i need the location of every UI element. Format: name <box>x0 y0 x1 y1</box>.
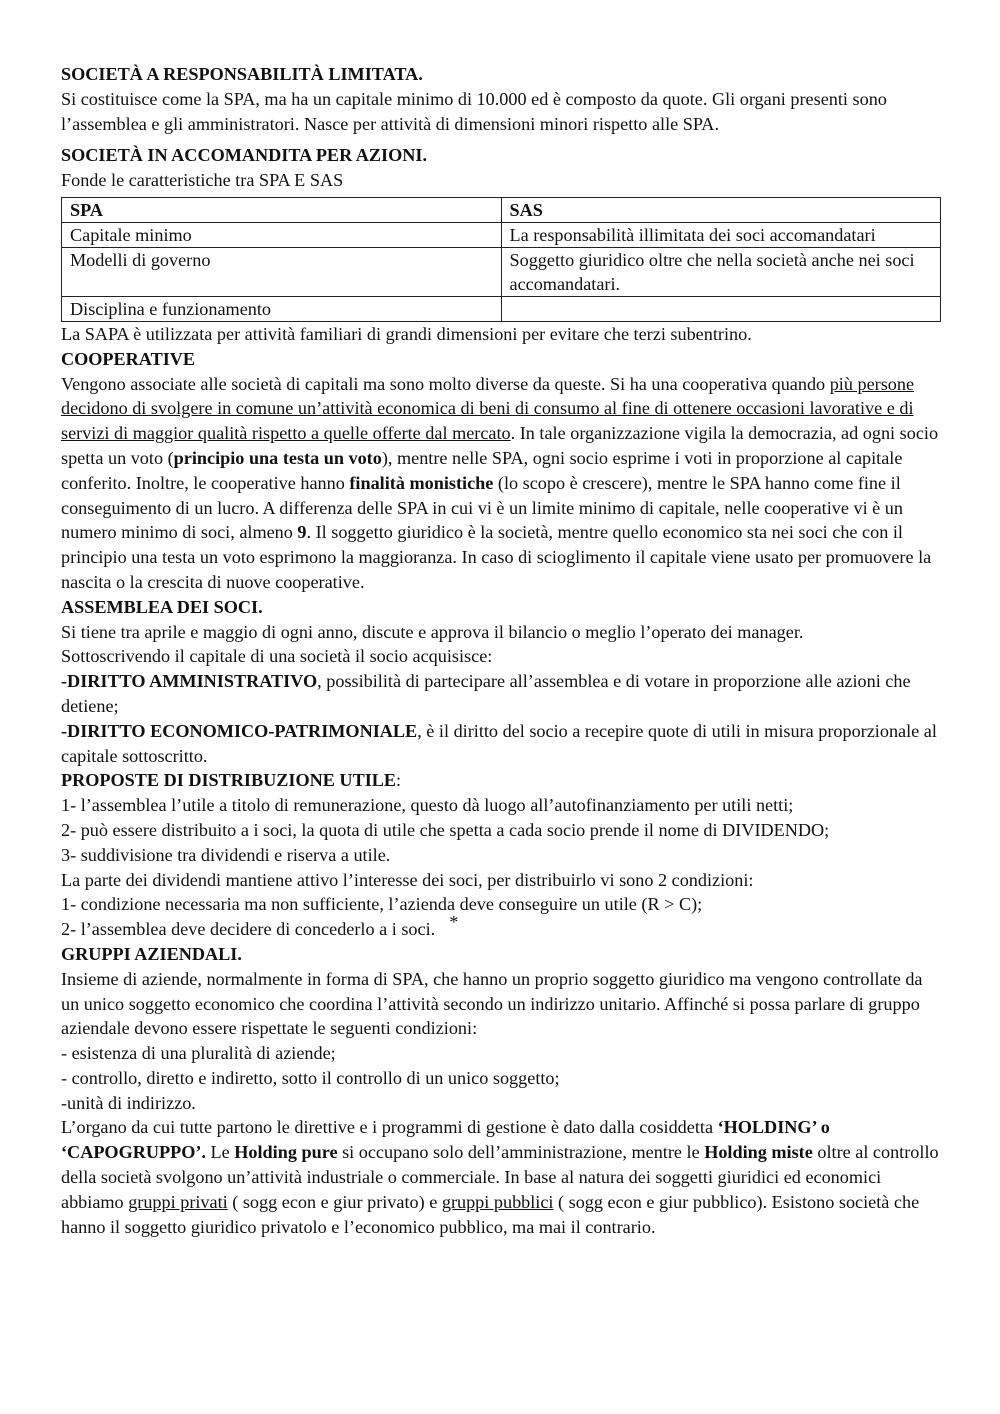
table-cell: Modelli di governo <box>62 247 502 296</box>
proposte-intro: La parte dei dividendi mantiene attivo l’interesse dei soci, per distribuirlo vi sono 2 condizioni: <box>61 869 754 890</box>
proposte-heading <box>61 768 940 793</box>
list-item: 2- può essere distribuito a i soci, la quota di utile che spetta a cada socio prende il nome di DIVIDENDO; <box>61 819 830 840</box>
table-row <box>62 247 941 296</box>
diritto-economico <box>61 719 940 769</box>
table-cell: La responsabilità illimitata dei soci accomandatari <box>501 222 941 247</box>
list-item: 1- l’assemblea l’utile a titolo di remunerazione, questo dà luogo all’autofinanziamento per utili netti; <box>61 795 794 816</box>
bold-text: 9 <box>297 522 307 543</box>
list-item: 1- condizione necessaria ma non sufficiente, l’azienda deve conseguire un utile (R > C); <box>61 894 703 915</box>
underlined-text: più persone decidono di svolgere in comune un’attività economica di beni di consumo al fine di ottenere occasioni lavorative e di servizi di maggior qualità rispetto a quelle offerte dal mercato <box>61 373 915 444</box>
sapa-note: La SAPA è utilizzata per attività familiari di grandi dimensioni per evitare che terzi subentrino. <box>61 323 752 344</box>
bold-text: ‘HOLDING’ o ‘CAPOGRUPPO’. <box>61 1117 830 1163</box>
text-run: oltre al controllo della società svolgono un’attività industriale o commerciale. In base al natura dei soggetti giuridici ed economici abbiamo <box>61 1142 939 1212</box>
table-header-spa: SPA <box>62 197 502 222</box>
text-run: , possibilità di partecipare all’assemblea e di votare in proporzione alle azioni che detiene; <box>61 671 911 716</box>
coop-body <box>61 372 940 595</box>
assemblea-line: Sottoscrivendo il capitale di una società il socio acquisisce: <box>61 646 493 667</box>
coop-heading: COOPERATIVE <box>61 348 196 369</box>
text-run: , è il diritto del socio a recepire quote di utili in misura proporzionale al capitale sottoscritto. <box>61 720 937 766</box>
table-cell: Disciplina e funzionamento <box>62 296 502 321</box>
table-cell: Capitale minimo <box>62 222 502 247</box>
bold-text: PROPOSTE DI DISTRIBUZIONE UTILE <box>61 770 397 791</box>
gruppi-holding <box>61 1115 940 1239</box>
text-run: ( sogg econ e giur pubblico). Esistono società che hanno il soggetto giuridico privatolo e l’economico pubblico, ma mai il contrario. <box>61 1191 920 1237</box>
text-run: : <box>396 770 402 791</box>
text-run: si occupano solo dell’amministrazione, mentre le <box>337 1142 705 1163</box>
bold-text: principio una testa un voto <box>173 447 382 468</box>
gruppi-body: Insieme di aziende, normalmente in forma di SPA, che hanno un proprio soggetto giuridico ma vengono controllate da un unico soggetto economico che coordina l’attività secondo un indirizzo unitario. Affinché si possa parlare di gruppo aziendale devono essere rispettate le seguenti condizioni: <box>61 968 923 1039</box>
list-item: - esistenza di una pluralità di aziende; <box>61 1043 336 1064</box>
list-item: 3- suddivisione tra dividendi e riserva a utile. <box>61 844 391 865</box>
asterisk-mark: * <box>449 912 459 933</box>
bold-text: finalità monistiche <box>349 472 494 493</box>
srl-body: Si costituisce come la SPA, ma ha un capitale minimo di 10.000 ed è composto da quote. Gli organi presenti sono l’assemblea e gli amministratori. Nasce per attività di dimensioni minori rispetto alle SPA. <box>61 88 887 134</box>
table-header-row <box>62 197 941 222</box>
sapa-intro: Fonde le caratteristiche tra SPA E SAS <box>61 170 344 191</box>
text-run: 2- l’assemblea deve decidere di concederlo a i soci. <box>61 919 436 940</box>
bold-text: Holding pure <box>234 1142 338 1163</box>
assemblea-heading: ASSEMBLEA DEI SOCI. <box>61 596 263 617</box>
table-cell: Soggetto giuridico oltre che nella società anche nei soci accomandatari. <box>501 247 941 296</box>
bold-text: -DIRITTO AMMINISTRATIVO <box>61 671 318 692</box>
text-run: ( sogg econ e giur privato) e <box>227 1191 442 1212</box>
bold-text: -DIRITTO ECONOMICO-PATRIMONIALE <box>61 720 418 741</box>
underlined-text: gruppi pubblici <box>441 1191 554 1212</box>
text-run: . Il soggetto giuridico è la società, mentre quello economico sta nei soci che con il principio una testa un voto esprimono la maggioranza. In caso di scioglimento il capitale viene usato per promuovere la nascita o la crescita di nuove cooperative. <box>61 522 932 592</box>
srl-heading: SOCIETÀ A RESPONSABILITÀ LIMITATA. <box>61 64 423 84</box>
table-row <box>62 296 941 321</box>
bold-text: Holding miste <box>704 1142 813 1163</box>
diritto-amministrativo <box>61 669 940 719</box>
underlined-text: gruppi privati <box>128 1191 228 1212</box>
text-run: L’organo da cui tutte partono le direttive e i programmi di gestione è dato dalla cosiddetta <box>61 1117 718 1138</box>
text-run: Le <box>205 1142 235 1163</box>
list-item <box>61 912 940 942</box>
text-run: Vengono associate alle società di capitali ma sono molto diverse da queste. Si ha una cooperativa quando <box>61 373 830 394</box>
gruppi-heading: GRUPPI AZIENDALI. <box>61 943 242 964</box>
assemblea-line: Si tiene tra aprile e maggio di ogni anno, discute e approva il bilancio o meglio l’operato dei manager. <box>61 621 804 642</box>
table-header-sas: SAS <box>501 197 941 222</box>
table-row <box>62 222 941 247</box>
text-run: (lo scopo è crescere), mentre le SPA hanno come fine il conseguimento di un lucro. A differenza delle SPA in cui vi è un limite minimo di capitale, nelle cooperative vi è un numero minimo di soci, almeno <box>61 472 903 543</box>
text-run: ), mentre nelle SPA, ogni socio esprime i voti in proporzione al capitale conferito. Inoltre, le cooperative hanno <box>61 447 903 493</box>
table-cell <box>501 296 941 321</box>
text-run: . In tale organizzazione vigila la democrazia, ad ogni socio spetta un voto ( <box>61 423 939 468</box>
spa-sas-table <box>61 197 941 322</box>
list-item: - controllo, diretto e indiretto, sotto il controllo di un unico soggetto; <box>61 1067 560 1088</box>
list-item: -unità di indirizzo. <box>61 1092 196 1113</box>
sapa-heading: SOCIETÀ IN ACCOMANDITA PER AZIONI. <box>61 145 427 166</box>
